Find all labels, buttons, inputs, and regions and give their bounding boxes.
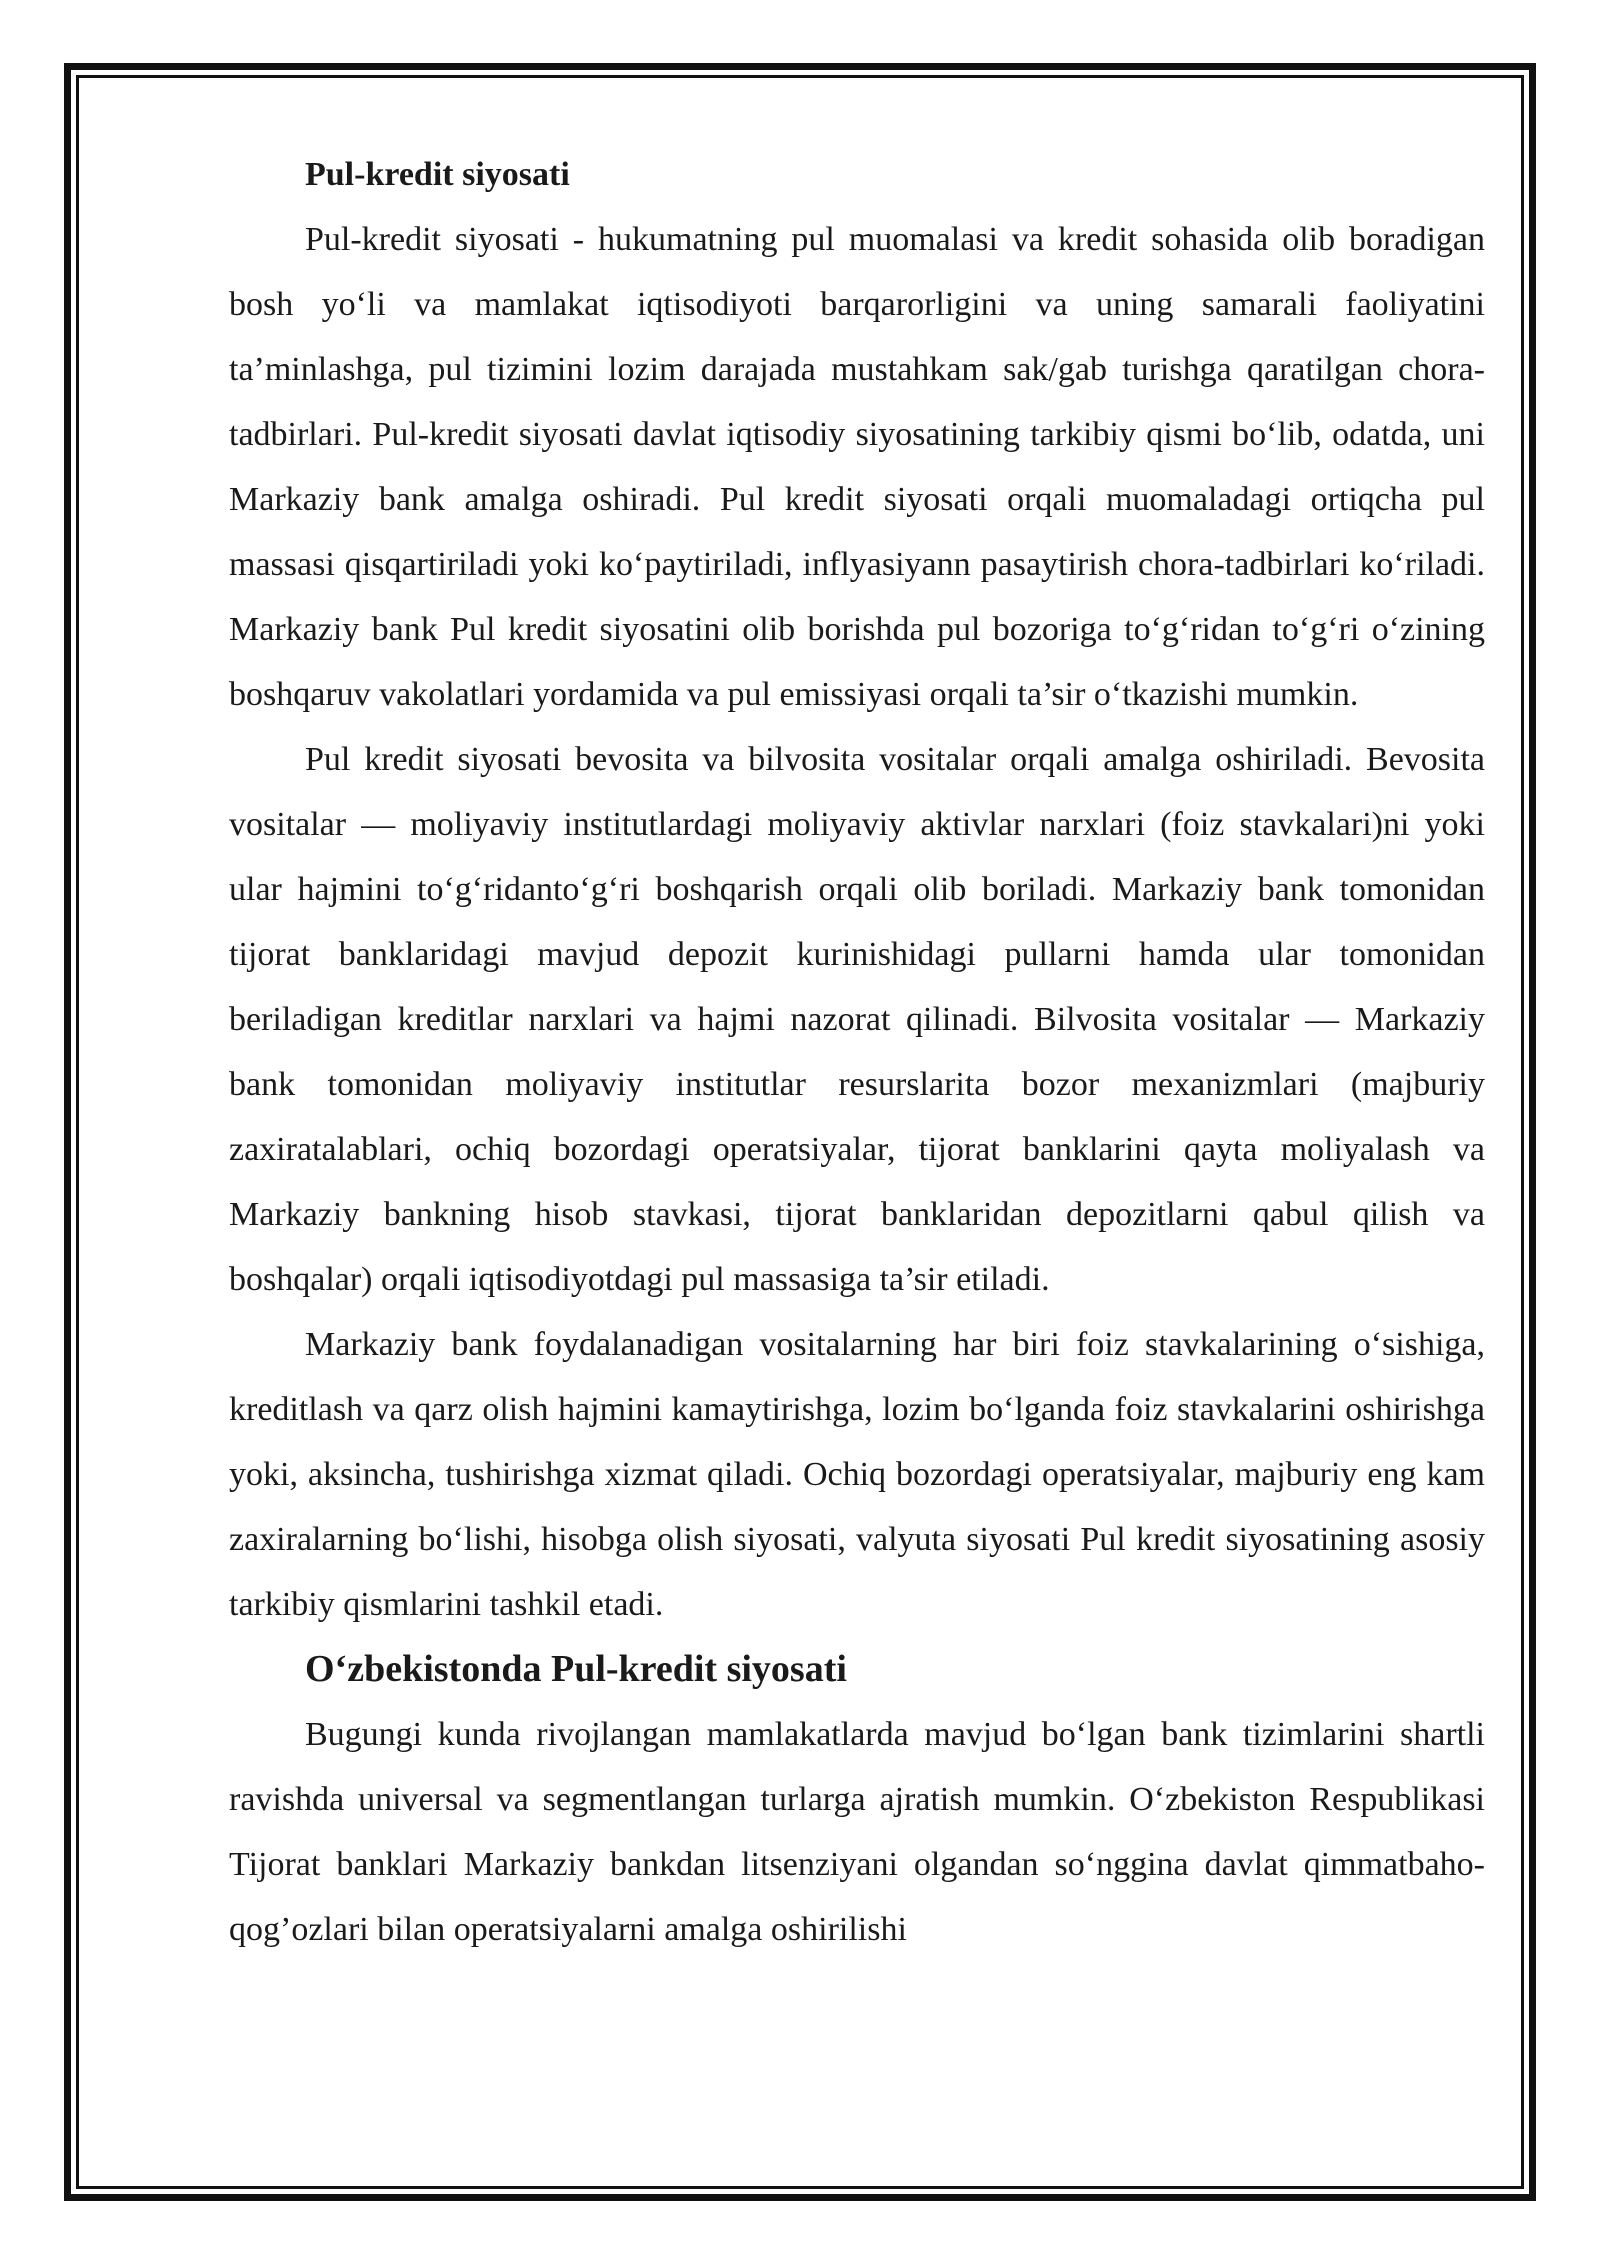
- paragraph: Pul-kredit siyosati - hukumatning pul muomalasi va kredit sohasida olib boradigan bosh yo‘li va mamlakat iqtisodiyoti barqarorligini va uning samarali faoliyatini ta’minlashga, pul tizimini lozim darajada mustahkam sak/gab turishga qaratilgan chora-tadbirlari. Pul-kredit siyosati davlat iqtisodiy siyosatining tarkibiy qismi bo‘lib, odatda, uni Markaziy bank amalga oshiradi. Pul kredit siyosati orqali muomaladagi ortiqcha pul massasi qisqartiriladi yoki ko‘paytiriladi, inflyasiyann pasaytirish chora-tadbirlari ko‘riladi. Markaziy bank Pul kredit siyosatini olib borishda pul bozoriga to‘g‘ridan to‘g‘ri o‘zining boshqaruv vakolatlari yordamida va pul emissiyasi orqali ta’sir o‘tkazishi mumkin.: [229, 221, 1485, 713]
- section-heading: Pul-kredit siyosati: [305, 156, 570, 193]
- paragraph: Bugungi kunda rivojlangan mamlakatlarda mavjud bo‘lgan bank tizimlarini shartli ravishda universal va segmentlangan turlarga ajratish mumkin. O‘zbekiston Respublikasi Tijorat banklari Markaziy bankdan litsenziyani olgandan so‘nggina davlat qimmatbaho-qog’ozlari bilan operatsiyalarni amalga oshirilishi: [229, 1716, 1485, 1948]
- paragraph: Markaziy bank foydalanadigan vositalarning har biri foiz stavkalarining o‘sishiga, kreditlash va qarz olish hajmini kamaytirishga, lozim bo‘lganda foiz stavkalarini oshirishga yoki, aksincha, tushirishga xizmat qiladi. Ochiq bozordagi operatsiyalar, majburiy eng kam zaxiralarning bo‘lishi, hisobga olish siyosati, valyuta siyosati Pul kredit siyosatining asosiy tarkibiy qismlarini tashkil etadi.: [229, 1326, 1485, 1623]
- section-heading: O‘zbekistonda Pul-kredit siyosati: [305, 1648, 847, 1690]
- document-body: [229, 142, 1485, 1962]
- paragraph: Pul kredit siyosati bevosita va bilvosita vositalar orqali amalga oshiriladi. Bevosita vositalar — moliyaviy institutlardagi moliyaviy aktivlar narxlari (foiz stavkalari)ni yoki ular hajmini to‘g‘ridanto‘g‘ri boshqarish orqali olib boriladi. Markaziy bank tomonidan tijorat banklaridagi mavjud depozit kurinishidagi pullarni hamda ular tomonidan beriladigan kreditlar narxlari va hajmi nazorat qilinadi. Bilvosita vositalar — Markaziy bank tomonidan moliyaviy institutlar resurslarita bozor mexanizmlari (majburiy zaxiratalablari, ochiq bozordagi operatsiyalar, tijorat banklarini qayta moliyalash va Markaziy bankning hisob stavkasi, tijorat banklaridan depozitlarni qabul qilish va boshqalar) orqali iqtisodiyotdagi pul massasiga ta’sir etiladi.: [229, 741, 1485, 1298]
